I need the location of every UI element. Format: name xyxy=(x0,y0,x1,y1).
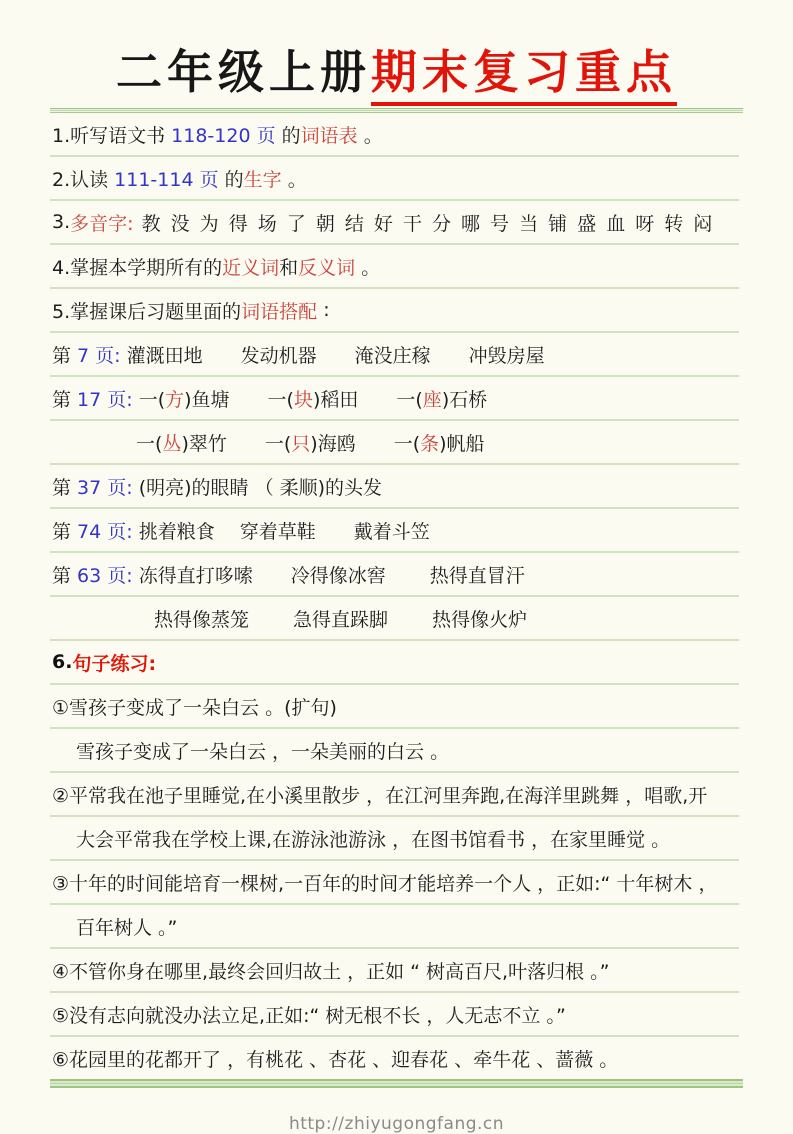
text-segment: )海鸥 一( xyxy=(310,432,421,455)
content-line xyxy=(50,993,739,1037)
content-line xyxy=(50,1037,739,1079)
text-segment: 。 xyxy=(355,256,381,279)
bottom-separator-band xyxy=(50,1079,743,1088)
text-segment: 百年树人 。” xyxy=(76,916,178,939)
text-segment: )翠竹 一( xyxy=(181,432,292,455)
content-line xyxy=(50,157,739,201)
page-title-red: 期末复习重点 xyxy=(371,45,677,106)
footer-url: http://zhiyugongfang.cn xyxy=(288,1114,505,1134)
content-line xyxy=(50,685,739,729)
text-segment: 热得像蒸笼 急得直跺脚 热得像火炉 xyxy=(154,608,528,631)
text-segment: )稻田 一( xyxy=(312,388,423,411)
text-segment: 第 xyxy=(52,388,78,411)
content-line xyxy=(50,201,739,245)
text-segment: 。 xyxy=(281,168,307,191)
content-line xyxy=(50,949,739,993)
text-segment: 词语搭配 xyxy=(241,300,318,323)
text-segment: : xyxy=(317,299,330,321)
document-body xyxy=(50,113,739,1079)
text-segment: 挑着粮食 穿着草鞋 戴着斗笠 xyxy=(132,520,430,543)
text-segment: 块 xyxy=(293,388,313,411)
content-line xyxy=(50,377,739,421)
content-line xyxy=(50,817,739,861)
text-segment: 118-120 页 xyxy=(171,124,282,147)
text-segment: 词语表 xyxy=(300,124,358,147)
text-segment: ②平常我在池子里睡觉,在小溪里散步 ，在江河里奔跑,在海洋里跳舞 ，唱歌,开 xyxy=(52,784,708,807)
text-segment: 74 页: xyxy=(77,520,133,543)
content-line xyxy=(50,597,739,641)
text-segment: 座 xyxy=(422,388,442,411)
text-segment: 一( xyxy=(132,388,166,411)
text-segment: 冻得直打哆嗦 冷得像冰窖 热得直冒汗 xyxy=(132,564,525,587)
text-segment: 6. xyxy=(52,651,73,673)
text-segment: 的 xyxy=(224,168,244,191)
text-segment: 第 xyxy=(52,564,78,587)
text-segment: 。 xyxy=(357,124,383,147)
text-segment: 反义词 xyxy=(298,256,356,279)
footer xyxy=(0,1114,793,1134)
text-segment: 7 页: xyxy=(77,344,121,367)
text-segment: 丛 xyxy=(162,432,182,455)
content-line xyxy=(50,509,739,553)
text-segment: ①雪孩子变成了一朵白云 。(扩句) xyxy=(52,696,337,719)
text-segment: 只 xyxy=(291,432,311,455)
text-segment: 第 xyxy=(52,476,78,499)
text-segment: 和 xyxy=(279,256,299,279)
text-segment: ③十年的时间能培育一棵树,一百年的时间才能培养一个人 ，正如:“ 十年树木 ， xyxy=(52,872,718,895)
text-segment: 37 页: xyxy=(77,476,133,499)
text-segment: 条 xyxy=(420,432,440,455)
text-segment: 一( xyxy=(136,432,163,455)
text-segment: 第 xyxy=(52,344,78,367)
text-segment: 第 xyxy=(52,520,78,543)
content-line xyxy=(50,553,739,597)
text-segment: ⑤没有志向就没办法立足,正如:“ 树无根不长 ，人无志不立 。” xyxy=(52,1004,566,1027)
page-title xyxy=(0,0,793,108)
text-segment: 句子练习: xyxy=(72,652,157,675)
text-segment: 近义词 xyxy=(222,256,280,279)
text-segment: 灌溉田地 发动机器 淹没庄稼 冲毁房屋 xyxy=(120,344,545,367)
text-segment: 63 页: xyxy=(77,564,133,587)
text-segment: 教 没 为 得 场 了 朝 结 好 干 分 哪 号 当 铺 盛 血 呀 转 闷 xyxy=(133,212,715,235)
text-segment: )石桥 xyxy=(441,388,488,411)
content-line xyxy=(50,245,739,289)
text-segment: 2.认读 xyxy=(52,168,115,191)
content-line xyxy=(50,861,739,905)
text-segment: 1.听写语文书 xyxy=(52,124,172,147)
content-line xyxy=(50,289,739,333)
content-line xyxy=(50,333,739,377)
text-segment: ⑥花园里的花都开了 ，有桃花 、杏花 、迎春花 、牵牛花 、蔷薇 。 xyxy=(52,1048,619,1071)
content-line xyxy=(50,773,739,817)
text-segment: 17 页: xyxy=(77,388,133,411)
page-title-black: 二年级上册 xyxy=(116,45,371,99)
text-segment: 生字 xyxy=(243,168,282,191)
text-segment: 雪孩子变成了一朵白云 ，一朵美丽的白云 。 xyxy=(76,740,450,763)
text-segment: )帆船 xyxy=(439,432,485,455)
content-line xyxy=(50,465,739,509)
content-line xyxy=(50,905,739,949)
text-segment: (明亮)的眼睛 （ 柔顺)的头发 xyxy=(132,476,383,499)
text-segment: )鱼塘 一( xyxy=(184,388,294,411)
content-line xyxy=(50,421,739,465)
text-segment: 5.掌握课后习题里面的 xyxy=(52,300,242,323)
text-segment: 多音字: xyxy=(70,212,134,235)
content-line xyxy=(50,113,739,157)
text-segment: 的 xyxy=(281,124,301,147)
text-segment: 111-114 页 xyxy=(114,168,225,191)
text-segment: 方 xyxy=(165,388,185,411)
content-line xyxy=(50,641,739,685)
text-segment: ④不管你身在哪里,最终会回归故土 ，正如 “ 树高百尺,叶落归根 。” xyxy=(52,960,610,983)
text-segment: 4.掌握本学期所有的 xyxy=(52,256,223,279)
content-line xyxy=(50,729,739,773)
text-segment: 3. xyxy=(52,211,71,233)
text-segment: 大会平常我在学校上课,在游泳池游泳 ，在图书馆看书 ，在家里睡觉 。 xyxy=(76,828,671,851)
